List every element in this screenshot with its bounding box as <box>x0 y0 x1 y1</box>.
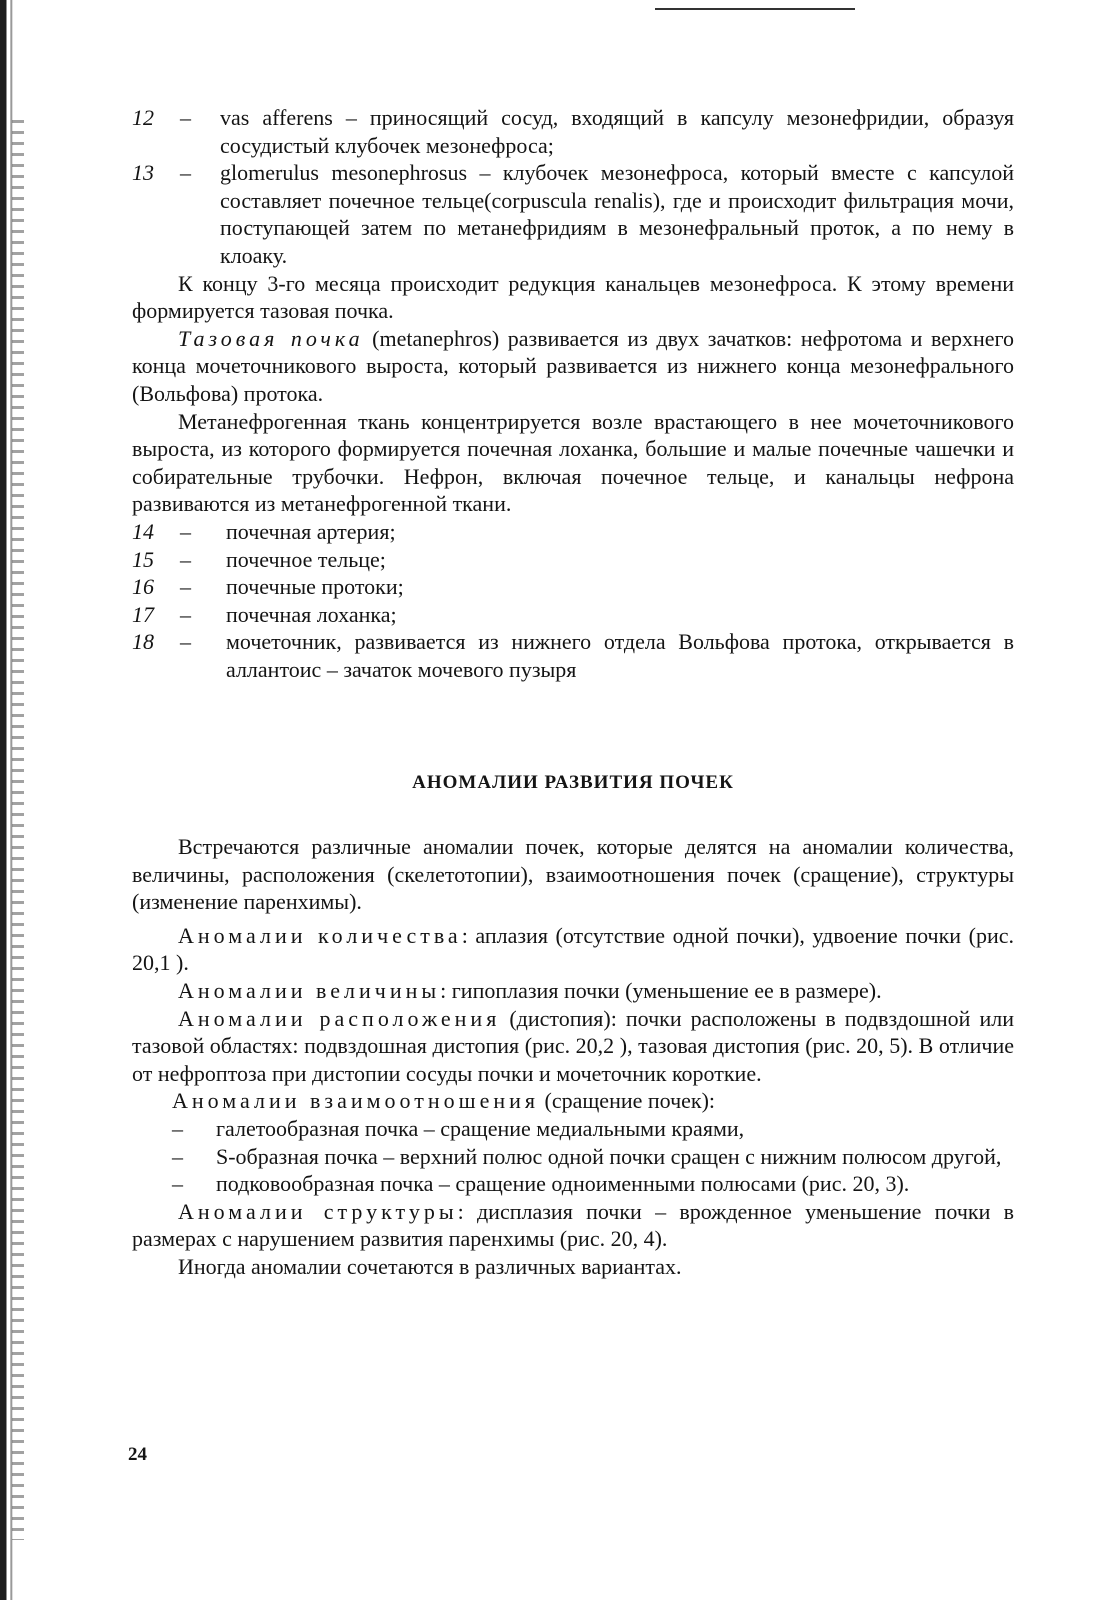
relation-list <box>132 1115 1014 1198</box>
item-number: 18 <box>132 629 154 655</box>
heading-gap <box>132 797 1014 833</box>
list-item <box>132 1115 1014 1143</box>
item-text: мочеточник, развивается из нижнего отдела Вольфова протока, открывается в аллантоис – зачаток мочевого пузыря <box>226 629 1014 682</box>
item-dash: – <box>180 546 191 572</box>
paragraph-metanephros <box>132 325 1014 408</box>
item-text: glomerulus mesonephrosus – клубочек мезонефроса, который вместе с капсулой составляет почечное тельце(corpuscula renalis), где и происходит фильтрация мочи, поступающей затем по метанефридиям в мезонефральный проток, а по нему в клоаку. <box>220 160 1014 268</box>
paragraph-metanephros-text: (metanephros) развивается из двух зачатков: нефротома и верхнего конца мочеточникового выроста, который развивается из нижнего конца мезонефрального (Вольфова) протока. <box>132 325 1014 406</box>
list-item <box>132 518 1014 546</box>
list-item <box>132 159 1014 269</box>
section-heading: АНОМАЛИИ РАЗВИТИЯ ПОЧЕК <box>412 772 734 794</box>
item-number: 13 <box>132 160 154 186</box>
item-dash: – <box>180 629 191 655</box>
numbered-list-top <box>132 104 1014 270</box>
page-number: 24 <box>128 1444 147 1465</box>
term-anomaly-size: Аномалии величины <box>178 978 441 1004</box>
item-dash: – <box>180 160 191 186</box>
page-body <box>132 104 1014 1281</box>
anomaly-position-text: (дистопия): почки расположены в подвздошной или тазовой областях: подвздошная дистопия (рис. 20,2 ), тазовая дистопия (рис. 20, 5). В отличие от нефроптоза при дистопии сосуды почки и мочеточник короткие. <box>132 1005 1014 1086</box>
paragraph-anomaly-count <box>132 922 1014 977</box>
term-anomaly-count: Аномалии количества <box>178 922 462 948</box>
paragraph-intro: Встречаются различные аномалии почек, которые делятся на аномалии количества, величины, расположения (скелетотопии), взаимоотношения почек (сращение), структуры (изменение паренхимы). <box>132 834 1014 915</box>
item-dash: – <box>180 518 191 544</box>
term-anomaly-structure: Аномалии структуры <box>178 1198 458 1224</box>
list-item <box>132 1143 1014 1171</box>
paragraph-anomaly-relation <box>132 1087 1014 1115</box>
item-number: 16 <box>132 574 154 600</box>
bullet-text: галетообразная почка – сращение медиальными краями, <box>216 1116 745 1141</box>
anomaly-size-text: : гипоплазия почки (уменьшение ее в размере). <box>440 978 882 1004</box>
bullet-dash: – <box>172 1116 183 1141</box>
anomaly-structure-text: : дисплазия почки – врожденное уменьшение почки в размерах с нарушением развития паренхимы (рис. 20, 4). <box>132 1198 1015 1252</box>
item-number: 12 <box>132 105 154 130</box>
item-dash: – <box>180 601 191 627</box>
item-number: 17 <box>132 601 154 627</box>
top-rule <box>655 8 855 10</box>
paragraph-reduction: К концу 3-го месяца происходит редукция канальцев мезонефроса. К этому времени формируется тазовая почка. <box>132 270 1014 324</box>
item-text: почечная лоханка; <box>226 601 397 627</box>
term-metanephros: Тазовая почка <box>178 325 364 351</box>
term-anomaly-position: Аномалии расположения <box>178 1005 501 1031</box>
paragraph-anomaly-structure <box>132 1198 1014 1253</box>
list-item <box>132 601 1014 629</box>
section-gap <box>132 683 1014 769</box>
paragraph-closing: Иногда аномалии сочетаются в различных вариантах. <box>178 1253 682 1279</box>
item-text: почечные протоки; <box>226 574 404 600</box>
paragraph-tissue: Метанефрогенная ткань концентрируется возле врастающего в нее мочеточникового выроста, из которого формируется почечная лоханка, большие и малые почечные чашечки и собирательные трубочки. Нефрон, включая почечное тельце, и канальцы нефрона развиваются из метанефрогенной ткани. <box>132 408 1014 517</box>
item-text: vas afferens – приносящий сосуд, входящий в капсулу мезонефридии, образуя сосудистый клубочек мезонефроса; <box>220 105 1014 158</box>
anomaly-relation-text: (сращение почек): <box>539 1088 716 1114</box>
book-spine-edge <box>12 120 24 1540</box>
bullet-text: подковообразная почка – сращение одноименными полюсами (рис. 20, 3). <box>216 1171 910 1197</box>
item-number: 15 <box>132 546 154 572</box>
item-number: 14 <box>132 518 154 544</box>
paragraph-anomaly-size <box>132 977 1014 1005</box>
term-anomaly-relation: Аномалии взаимоотношения <box>172 1088 540 1114</box>
bullet-dash: – <box>172 1143 183 1169</box>
item-dash: – <box>180 574 191 600</box>
item-text: почечное тельце; <box>226 546 386 572</box>
item-text: почечная артерия; <box>226 518 396 544</box>
paragraph-anomaly-position <box>132 1005 1014 1088</box>
bullet-dash: – <box>172 1171 183 1197</box>
anomaly-count-text: : аплазия (отсутствие одной почки), удвоение почки (рис. 20,1 ). <box>132 922 1014 976</box>
numbered-list-bottom <box>132 518 1014 684</box>
list-item <box>132 573 1014 601</box>
list-item <box>132 546 1014 574</box>
list-item <box>132 104 1014 159</box>
bullet-text: S-образная почка – верхний полюс одной почки сращен с нижним полюсом другой, <box>216 1143 1002 1169</box>
list-item <box>132 1170 1014 1198</box>
item-dash: – <box>180 105 191 130</box>
list-item <box>132 628 1014 683</box>
